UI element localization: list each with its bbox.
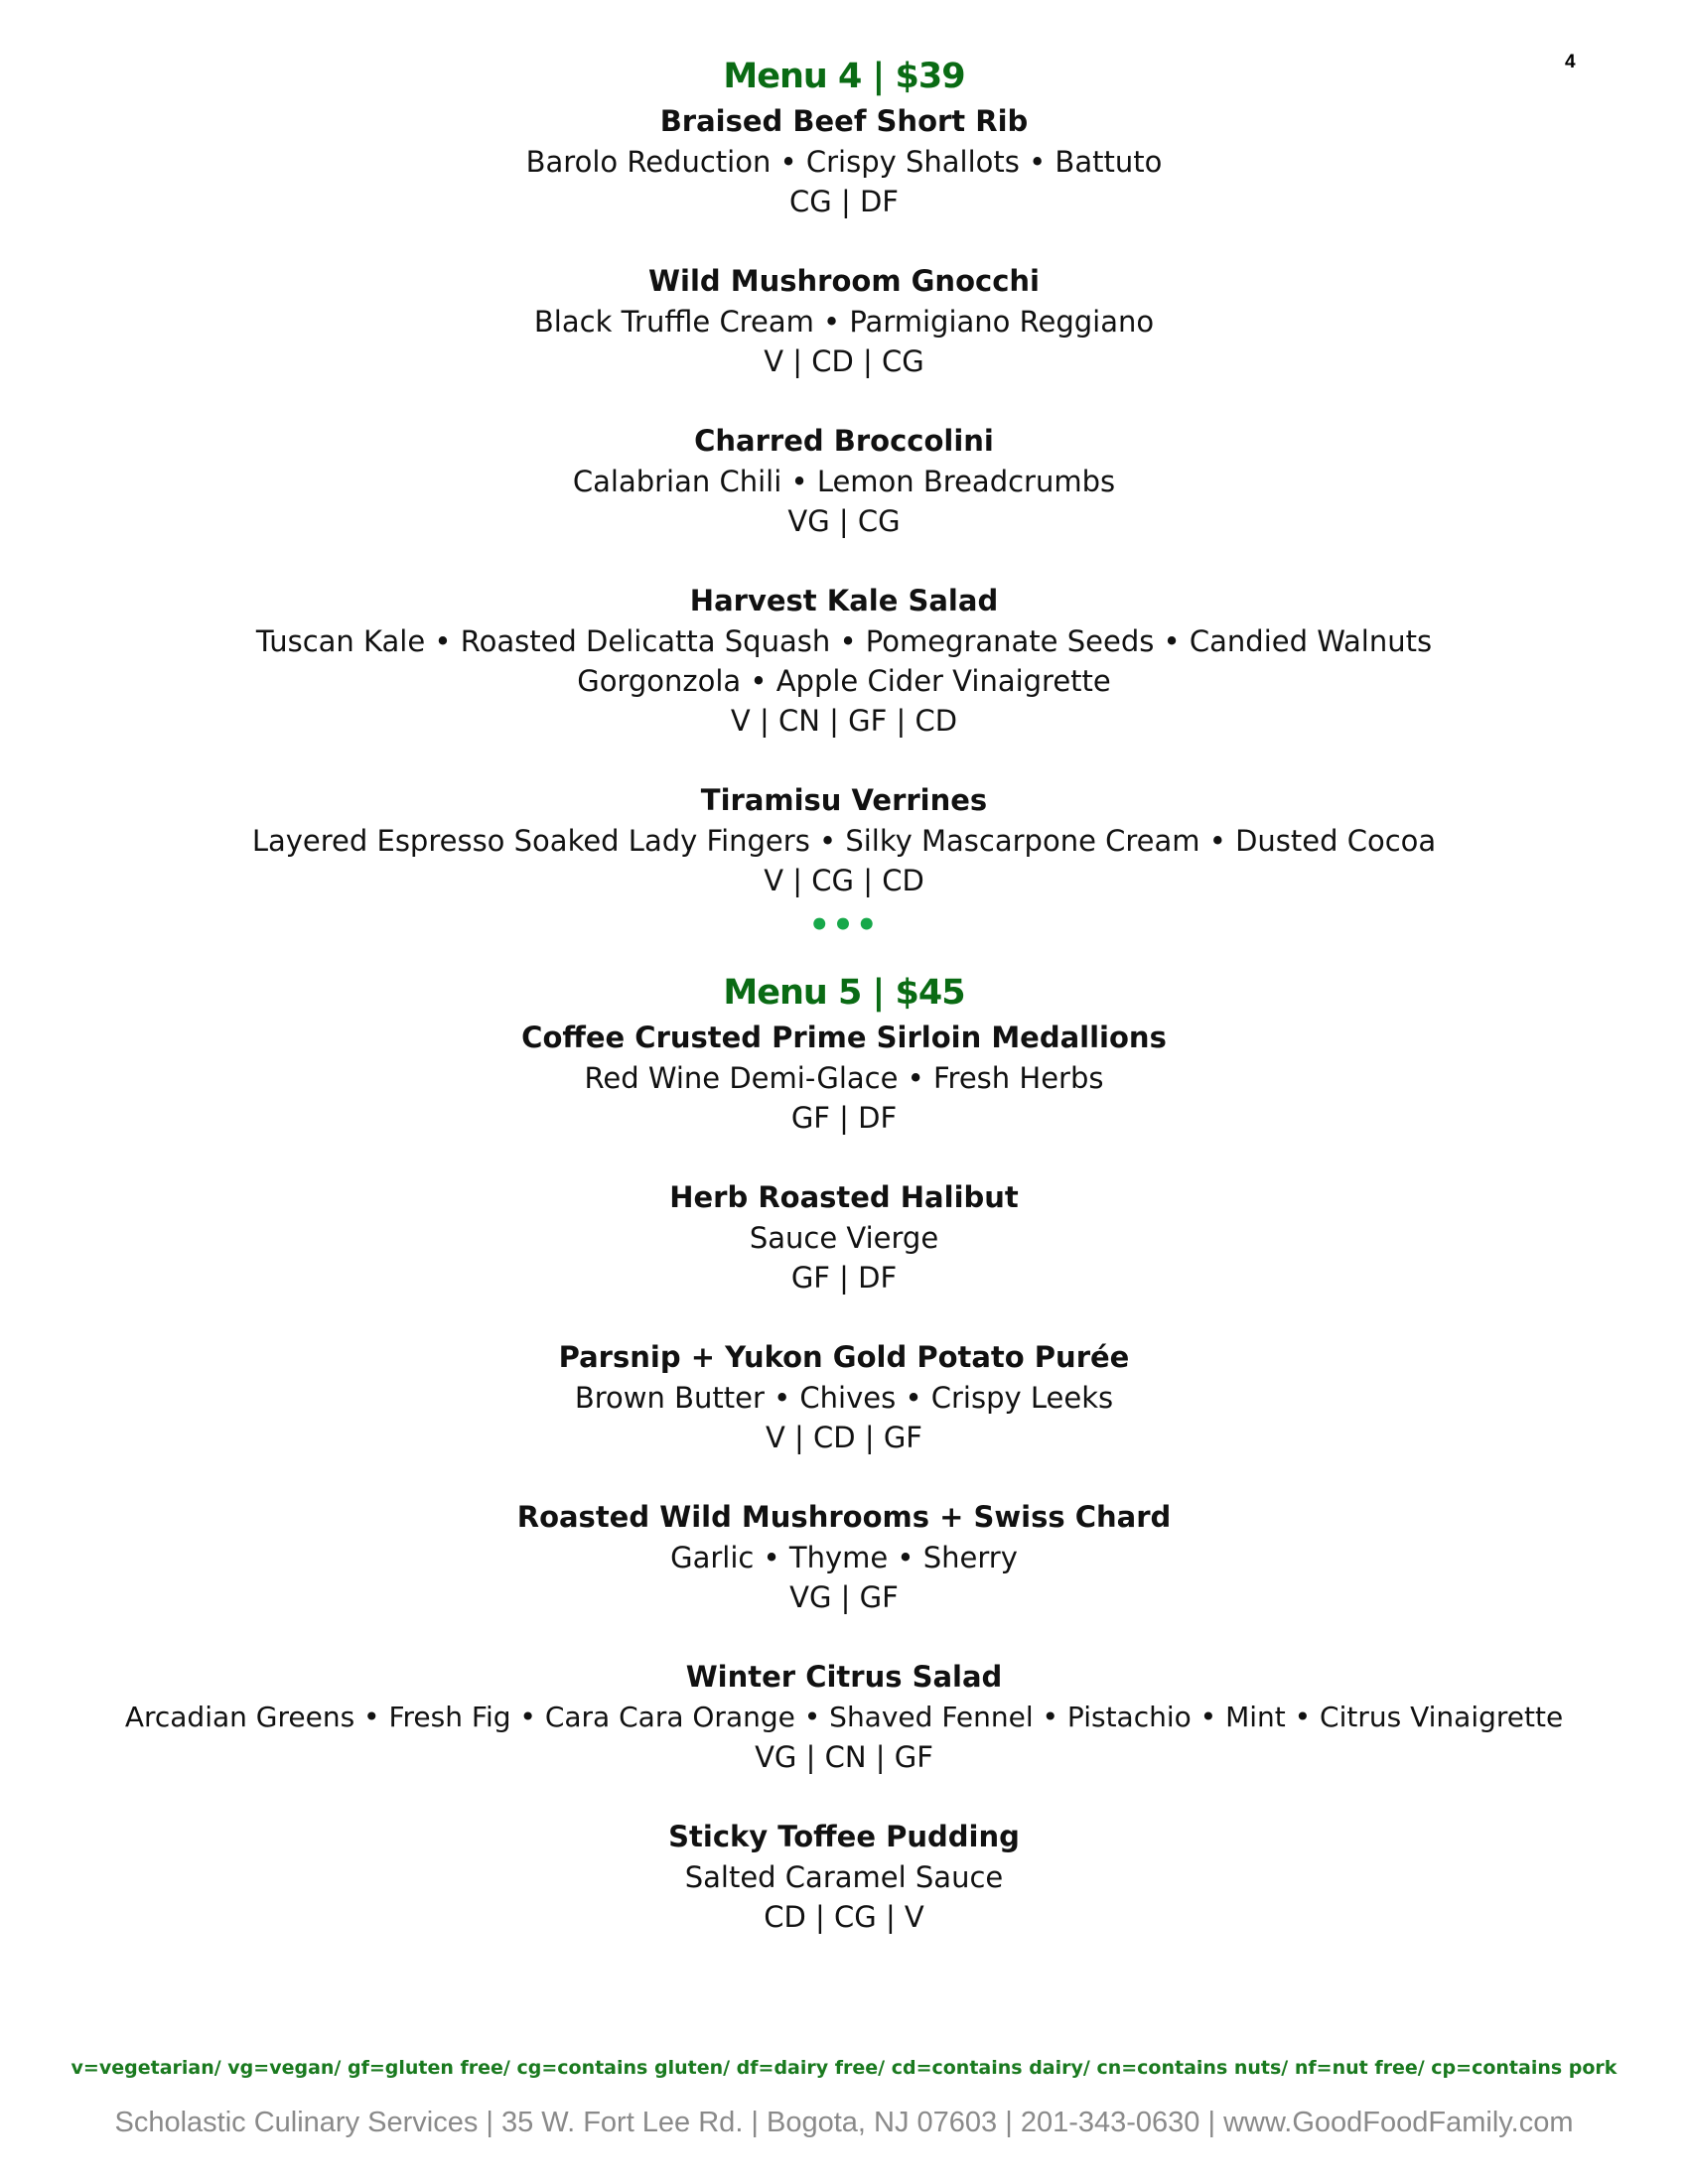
item-dietary-tags: CG | DF <box>789 185 899 218</box>
item-description: Arcadian Greens • Fresh Fig • Cara Cara Orange • Shaved Fennel • Pistachio • Mint • Citrus Vinaigrette <box>124 1701 1564 1733</box>
item-description: Salted Caramel Sauce <box>684 1860 1004 1894</box>
menu-item <box>0 780 1688 900</box>
item-description: Sauce Vierge <box>749 1221 939 1255</box>
item-name: Harvest Kale Salad <box>689 584 999 617</box>
menu-item <box>0 1018 1688 1138</box>
item-dietary-tags: VG | GF <box>789 1580 899 1614</box>
item-name: Winter Citrus Salad <box>685 1660 1003 1694</box>
menu-item <box>0 1657 1688 1777</box>
menu-section-4 <box>0 52 1688 900</box>
menu-item <box>0 581 1688 741</box>
item-description: Black Truffle Cream • Parmigiano Reggiano <box>533 305 1155 339</box>
item-name: Charred Broccolini <box>694 424 994 458</box>
item-dietary-tags: V | CD | CG <box>764 344 924 378</box>
item-description: Brown Butter • Chives • Crispy Leeks <box>574 1381 1114 1415</box>
item-name: Wild Mushroom Gnocchi <box>648 264 1040 298</box>
item-name: Sticky Toffee Pudding <box>668 1820 1020 1853</box>
item-description: Barolo Reduction • Crispy Shallots • Battuto <box>525 145 1163 179</box>
item-description: Calabrian Chili • Lemon Breadcrumbs <box>572 465 1116 498</box>
footer-contact-info: Scholastic Culinary Services | 35 W. Fort Lee Rd. | Bogota, NJ 07603 | 201-343-0630 | www.GoodFoodFamily.com <box>114 2107 1574 2138</box>
item-dietary-tags: VG | CG <box>787 504 901 538</box>
item-dietary-tags: VG | CN | GF <box>755 1740 933 1774</box>
dietary-legend: v=vegetarian/ vg=vegan/ gf=gluten free/ cg=contains gluten/ df=dairy free/ cd=contains dairy/ cn=contains nuts/ nf=nut free/ cp=contains pork <box>70 2057 1618 2079</box>
item-description: Red Wine Demi-Glace • Fresh Herbs <box>584 1061 1104 1095</box>
menu-section-5 <box>0 968 1688 1937</box>
menu-title: Menu 5 | $45 <box>723 973 965 1013</box>
item-name: Roasted Wild Mushrooms + Swiss Chard <box>516 1500 1172 1534</box>
item-name: Parsnip + Yukon Gold Potato Purée <box>558 1340 1130 1374</box>
item-description-line-2: Gorgonzola • Apple Cider Vinaigrette <box>577 664 1111 698</box>
menu-item <box>0 421 1688 541</box>
menu-item <box>0 101 1688 221</box>
item-description: Tuscan Kale • Roasted Delicatta Squash • Pomegranate Seeds • Candied Walnuts <box>255 624 1433 658</box>
menu-item <box>0 1817 1688 1937</box>
item-dietary-tags: V | CG | CD <box>764 864 924 897</box>
item-name: Braised Beef Short Rib <box>659 104 1029 138</box>
item-description: Garlic • Thyme • Sherry <box>670 1541 1018 1574</box>
item-dietary-tags: V | CD | GF <box>766 1421 922 1454</box>
item-dietary-tags: V | CN | GF | CD <box>730 704 958 738</box>
item-name: Herb Roasted Halibut <box>669 1180 1019 1214</box>
item-name: Coffee Crusted Prime Sirloin Medallions <box>521 1021 1167 1054</box>
menu-item <box>0 1497 1688 1617</box>
section-divider: ••• <box>808 905 880 945</box>
menu-item <box>0 1337 1688 1457</box>
item-dietary-tags: CD | CG | V <box>764 1900 924 1934</box>
item-dietary-tags: GF | DF <box>790 1261 898 1295</box>
item-dietary-tags: GF | DF <box>790 1101 898 1135</box>
item-description: Layered Espresso Soaked Lady Fingers • Silky Mascarpone Cream • Dusted Cocoa <box>251 824 1437 858</box>
menu-item <box>0 261 1688 381</box>
page-number: 4 <box>1565 52 1576 72</box>
menu-content <box>0 52 1688 1937</box>
menu-item <box>0 1177 1688 1297</box>
item-name: Tiramisu Verrines <box>700 783 988 817</box>
menu-title: Menu 4 | $39 <box>723 57 965 96</box>
